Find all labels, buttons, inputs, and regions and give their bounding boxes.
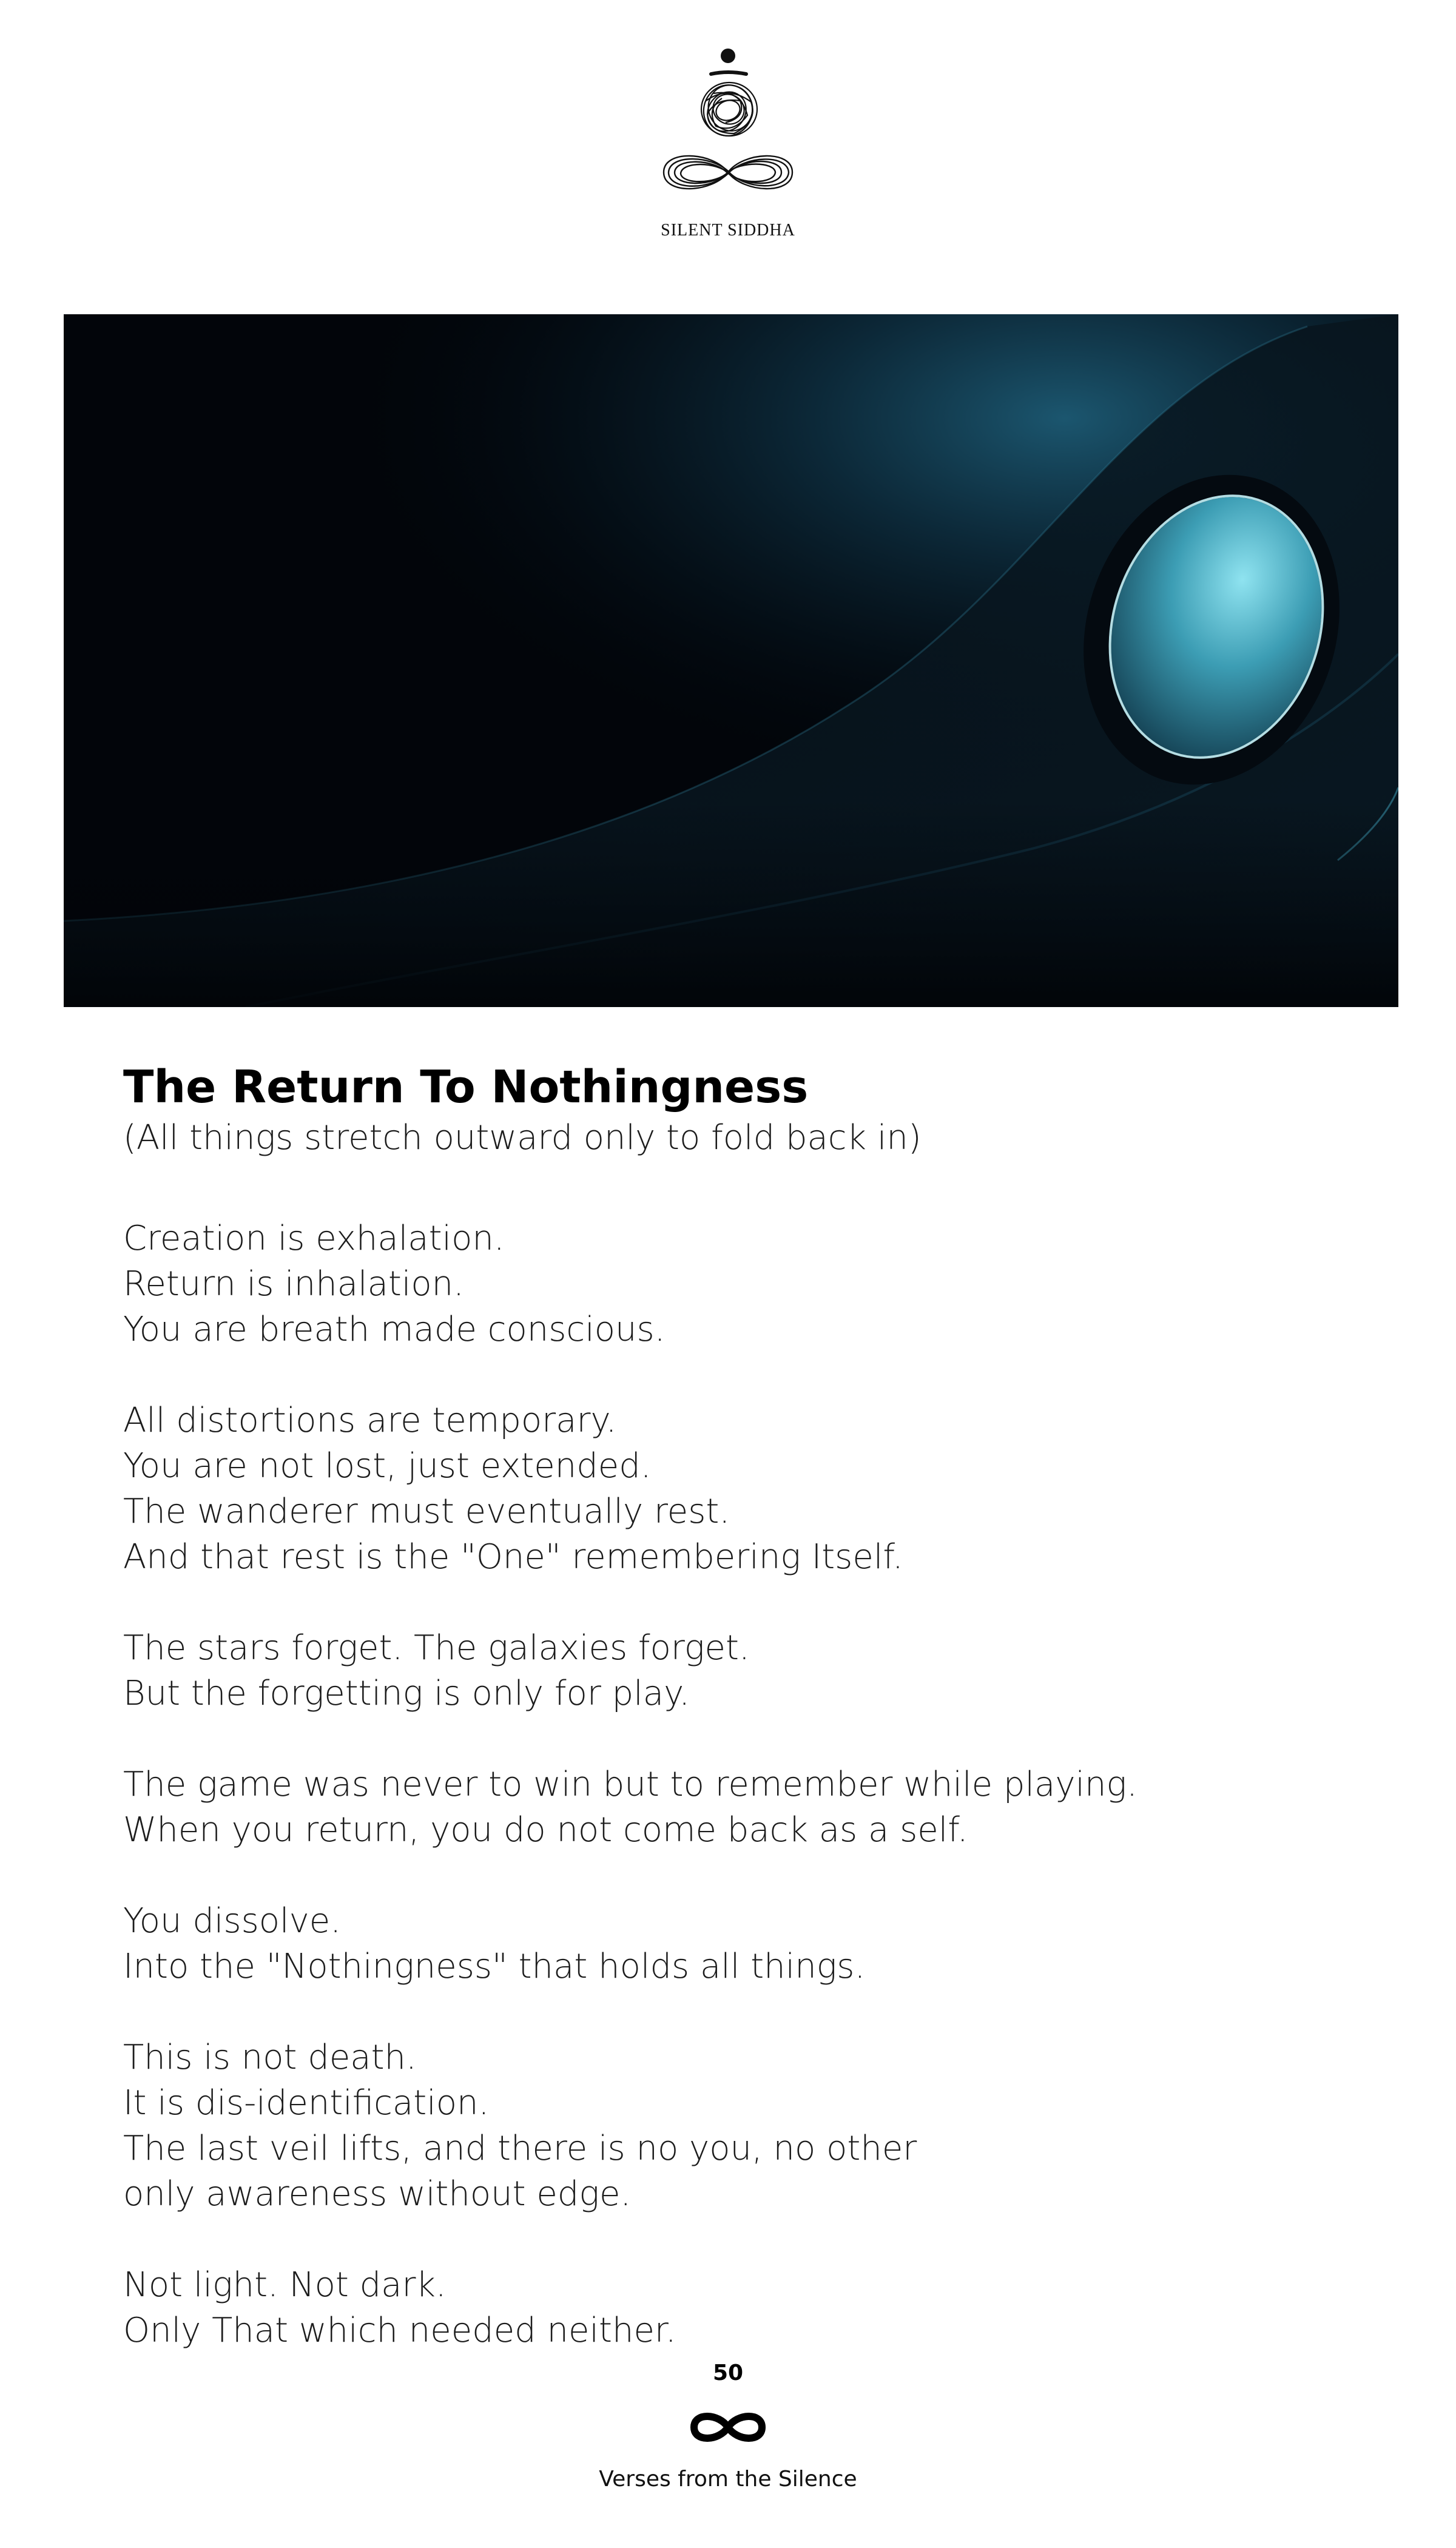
footer-caption: Verses from the Silence <box>599 2467 857 2492</box>
stanza <box>123 2262 1336 2353</box>
logo-text: SILENT SIDDHA <box>661 221 795 240</box>
poem-line: This is not death. <box>123 2038 417 2077</box>
poem-line: only awareness without edge. <box>123 2174 632 2214</box>
poem-line: When you return, you do not come back as a self. <box>123 1810 968 1850</box>
poem-line: Not light. Not dark. <box>123 2265 447 2305</box>
stanza <box>123 1216 1336 1352</box>
poem-subtitle: (All things stretch outward only to fold back in) <box>123 1118 922 1158</box>
poem-line: The wanderer must eventually rest. <box>123 1492 730 1531</box>
page-number: 50 <box>712 2361 744 2385</box>
poem-title: The Return To Nothingness <box>123 1061 809 1113</box>
poem-line: The game was never to win but to remember while playing. <box>123 1765 1138 1804</box>
poem-body <box>123 1216 1336 2399</box>
poem-line: The stars forget. The galaxies forget. <box>123 1628 750 1668</box>
poem-line: And that rest is the "One" remembering Itself. <box>123 1537 903 1577</box>
poem-line: Only That which needed neither. <box>123 2311 676 2350</box>
poem-line: All distortions are temporary. <box>123 1401 617 1440</box>
poem-line: You are breath made conscious. <box>123 1310 666 1349</box>
poem-line: You are not lost, just extended. <box>123 1446 652 1486</box>
poem-line: Into the "Nothingness" that holds all things. <box>123 1947 866 1986</box>
poem-line: Creation is exhalation. <box>123 1219 505 1258</box>
infinity-icon <box>686 2406 770 2449</box>
stanza <box>123 2035 1336 2217</box>
poem-line: But the forgetting is only for play. <box>123 1674 690 1713</box>
meditating-figure-logo-icon <box>655 42 801 218</box>
poem-line: Return is inhalation. <box>123 1264 464 1304</box>
poem-line: You dissolve. <box>123 1901 341 1941</box>
hero-image <box>64 314 1398 1007</box>
abstract-orb-illustration <box>64 314 1398 1007</box>
stanza <box>123 1625 1336 1716</box>
poem-line: It is dis-identification. <box>123 2083 490 2123</box>
stanza <box>123 1762 1336 1853</box>
silent-siddha-logo <box>655 42 801 249</box>
poem-line: The last veil lifts, and there is no you, no other <box>123 2129 917 2168</box>
stanza <box>123 1898 1336 1989</box>
stanza <box>123 1398 1336 1580</box>
